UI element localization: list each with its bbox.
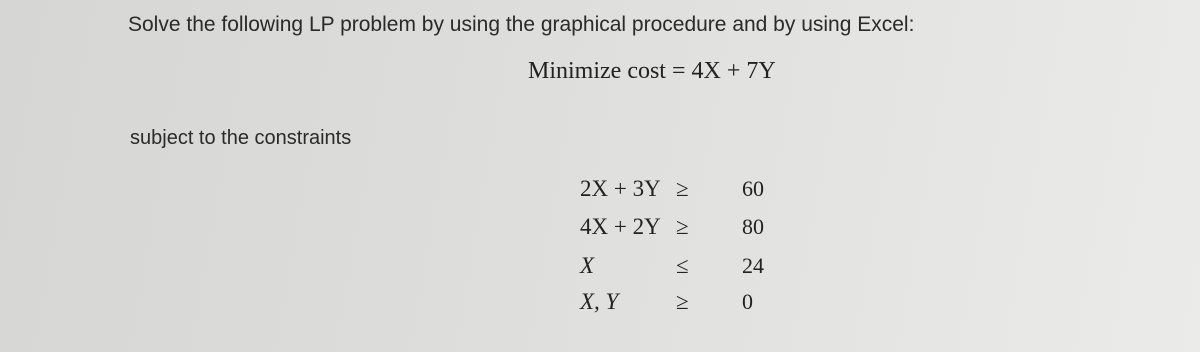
- constraint-rhs: 60: [742, 176, 764, 201]
- constraint-operator: ≥: [676, 214, 689, 239]
- constraint-rhs: 24: [742, 253, 764, 278]
- constraint-lhs: X: [580, 253, 595, 278]
- constraint-operator: ≥: [676, 176, 689, 201]
- constraints-intro: subject to the constraints: [130, 127, 352, 149]
- constraint-rhs: 0: [742, 289, 753, 314]
- objective-function: Minimize cost = 4X + 7Y: [528, 58, 776, 84]
- constraint-lhs: 4X + 2Y: [580, 214, 661, 239]
- problem-statement: Solve the following LP problem by using the graphical procedure and by using Excel:: [128, 13, 915, 36]
- constraint-operator: ≥: [676, 289, 689, 314]
- constraint-lhs: 2X + 3Y: [580, 176, 661, 201]
- constraint-operator: ≤: [676, 253, 689, 278]
- constraint-rhs: 80: [742, 214, 764, 239]
- constraint-lhs: X, Y: [580, 289, 619, 314]
